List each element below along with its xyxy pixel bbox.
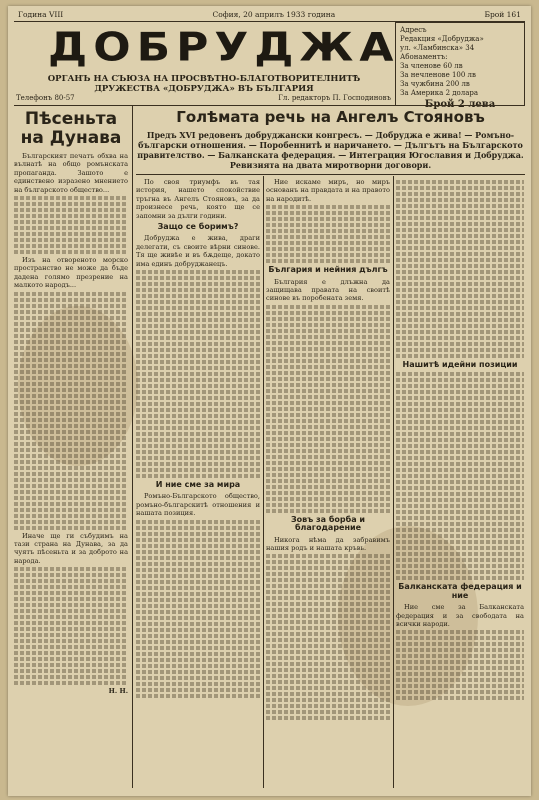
main-deck: Предъ XVI редовенъ добруджански конгресъ. — Добруджа е жива! — Ромъно-български отношения. — Поробеннитѣ и наричането. — Дългътъ на Българското правителство. — Балканската федерация. — Интеграция Югославия и Добруджа. Ревизията на двата миротворни договори. <box>137 130 524 170</box>
year-label: Година VIII <box>18 10 64 19</box>
address-line-1: Редакция «Добруджа» <box>400 35 484 43</box>
left-paragraph-1: Българският печатъ обхва на вълнатѣ на общо ромънската пропаганда. Зашото е единствено изразено мнението на българското общество... <box>14 152 128 194</box>
masthead-bottom-rule <box>14 105 525 106</box>
left-paragraph-2: Изъ на отвореното морско пространство не може да бъде дадена голямо презрение на малкото народъ... <box>14 256 128 290</box>
main-paragraph-3: Ромъно-Българското общество, ромъно-българскитѣ отношения и нашата позиция. <box>136 492 260 518</box>
left-headline: Пѣсеньта на Дунава <box>20 109 122 148</box>
subhead-peace: И ние сме за мира <box>155 480 241 490</box>
editor-label: Гл. редакторъ П. Господиновъ <box>278 94 391 102</box>
date-label: София, 20 априлъ 1933 година <box>212 10 336 19</box>
left-signature: Н. Н. <box>108 687 128 696</box>
subhead-why-fight: Защо се боримъ? <box>157 222 239 232</box>
organ-line: ОРГАНЪ НА СЪЮЗА НА ПРОСВѢТНО-БЛАГОТВОРИТЕЛНИТѢ ДРУЖЕСТВА «ДОБРУДЖА» ВЪ БЪЛГАРИЯ <box>47 74 361 94</box>
subhead-call: Зовъ за борба и благодарение <box>290 514 366 533</box>
newspaper-title: ДОБРУДЖА <box>48 24 400 71</box>
main-paragraph-4: Ние искаме миръ, но миръ основанъ на правдата и на правото на народитѣ. <box>266 178 390 203</box>
subhead-positions: Нашитѣ идейни позиции <box>402 360 518 369</box>
issue-label: Брой 161 <box>484 10 521 19</box>
subhead-federation: Балканската федерация и ние <box>398 582 522 600</box>
newspaper-page <box>8 6 531 796</box>
rate-1: За членове 60 лв <box>400 62 463 70</box>
main-paragraph-6: Никога нѣма да забравимъ нашия родъ и нашата кръвь. <box>266 535 390 553</box>
rate-4: За Америка 2 долара <box>400 89 479 97</box>
column-rule-2 <box>263 176 264 788</box>
main-paragraph-1: По своя триумфъ въ тая история, нашето спокойствие тръгна въ Ангелъ Стояновъ, за да произнесе речь, която ще се запомни за дълги години. <box>136 178 260 220</box>
main-column-3 <box>396 178 524 788</box>
address-line-2: ул. «Ламбинска» 34 <box>400 44 475 52</box>
subscription-box <box>395 22 525 106</box>
rates-label: Абонаментъ: <box>400 53 448 61</box>
rate-2: За нечленове 100 лв <box>400 71 476 79</box>
address-label: Адресъ <box>400 26 427 34</box>
main-column-1 <box>136 178 260 788</box>
left-paragraph-3: Иначе ще ги събудимъ на тази страна на Дунава, за да чуятъ пѣсеньта и за доброто на народа. <box>14 531 128 565</box>
main-paragraph-5: България е длъжна да защищава правата на своитѣ синове въ поробената земя. <box>266 277 390 303</box>
rate-3: За чужбина 200 лв <box>400 80 470 88</box>
column-rule-1 <box>132 106 133 788</box>
main-column-2 <box>266 178 390 788</box>
subhead-duty: България и нейния дългъ <box>268 265 388 275</box>
phone-label: Телефонъ 80-57 <box>16 94 75 102</box>
main-paragraph-7: Ние сме за Балканската федерация и за свободата на всички народи. <box>396 603 524 629</box>
column-rule-3 <box>393 176 394 788</box>
left-article-column <box>14 152 128 788</box>
main-headline: Голѣмата речь на Ангелъ Стояновъ <box>176 108 485 126</box>
deck-rule <box>136 174 525 175</box>
main-paragraph-2: Добруджа е жива, драги делегати, съ своите вѣрни синове. Тя ще живѣе и въ бѫдеще, докато има единъ добруджанецъ. <box>136 234 260 268</box>
